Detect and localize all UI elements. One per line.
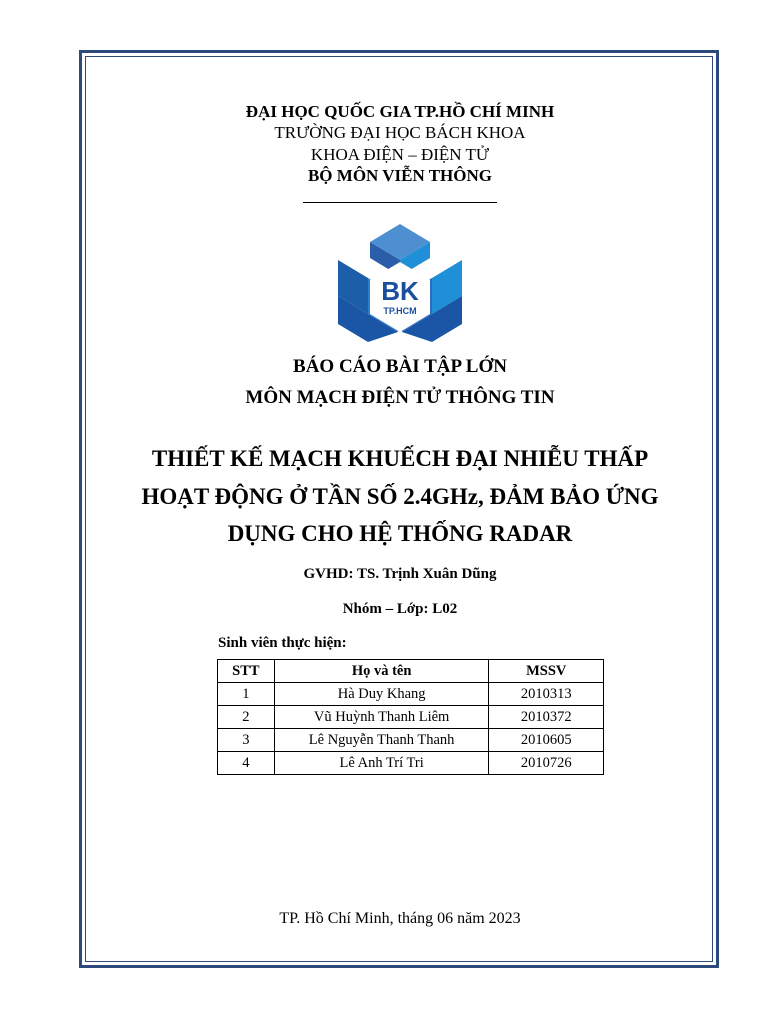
- cell-stt: 4: [218, 752, 275, 775]
- cell-name: Hà Duy Khang: [274, 683, 489, 706]
- header-name: Họ và tên: [274, 660, 489, 683]
- cell-mssv: 2010605: [489, 729, 604, 752]
- faculty-name: KHOA ĐIỆN – ĐIỆN TỬ: [310, 145, 490, 164]
- place-date: TP. Hồ Chí Minh, tháng 06 năm 2023: [279, 910, 521, 927]
- advisor: GVHD: TS. Trịnh Xuân Dũng: [303, 566, 497, 582]
- header-divider: [303, 202, 497, 203]
- cell-name: Lê Nguyễn Thanh Thanh: [274, 729, 489, 752]
- table-row: [218, 683, 604, 706]
- department-name: BỘ MÔN VIỄN THÔNG: [307, 166, 493, 185]
- cell-mssv: 2010313: [489, 683, 604, 706]
- students-table: [217, 659, 604, 775]
- project-title-line-3: DỤNG CHO HỆ THỐNG RADAR: [227, 521, 573, 546]
- bk-university-logo: [318, 218, 482, 346]
- cell-name: Vũ Huỳnh Thanh Liêm: [274, 706, 489, 729]
- university-name: ĐẠI HỌC QUỐC GIA TP.HỒ CHÍ MINH: [245, 102, 555, 121]
- cell-stt: 1: [218, 683, 275, 706]
- cell-stt: 3: [218, 729, 275, 752]
- report-type: BÁO CÁO BÀI TẬP LỚN: [293, 356, 507, 377]
- table-row: [218, 729, 604, 752]
- cell-name: Lê Anh Trí Tri: [274, 752, 489, 775]
- header-stt: STT: [218, 660, 275, 683]
- logo-bk-text: BK: [381, 276, 419, 306]
- project-title-line-1: THIẾT KẾ MẠCH KHUẾCH ĐẠI NHIỄU THẤP: [151, 446, 649, 471]
- cell-mssv: 2010726: [489, 752, 604, 775]
- students-label: Sinh viên thực hiện:: [218, 635, 347, 651]
- table-row: [218, 706, 604, 729]
- cell-stt: 2: [218, 706, 275, 729]
- project-title-line-2: HOẠT ĐỘNG Ở TẦN SỐ 2.4GHz, ĐẢM BẢO ỨNG: [141, 484, 659, 509]
- table-header-row: [218, 660, 604, 683]
- course-name: MÔN MẠCH ĐIỆN TỬ THÔNG TIN: [245, 387, 555, 408]
- table-row: [218, 752, 604, 775]
- cell-mssv: 2010372: [489, 706, 604, 729]
- school-name: TRƯỜNG ĐẠI HỌC BÁCH KHOA: [274, 123, 526, 142]
- group-class: Nhóm – Lớp: L02: [342, 601, 458, 617]
- logo-tphcm-text: TP.HCM: [383, 306, 417, 316]
- header-mssv: MSSV: [489, 660, 604, 683]
